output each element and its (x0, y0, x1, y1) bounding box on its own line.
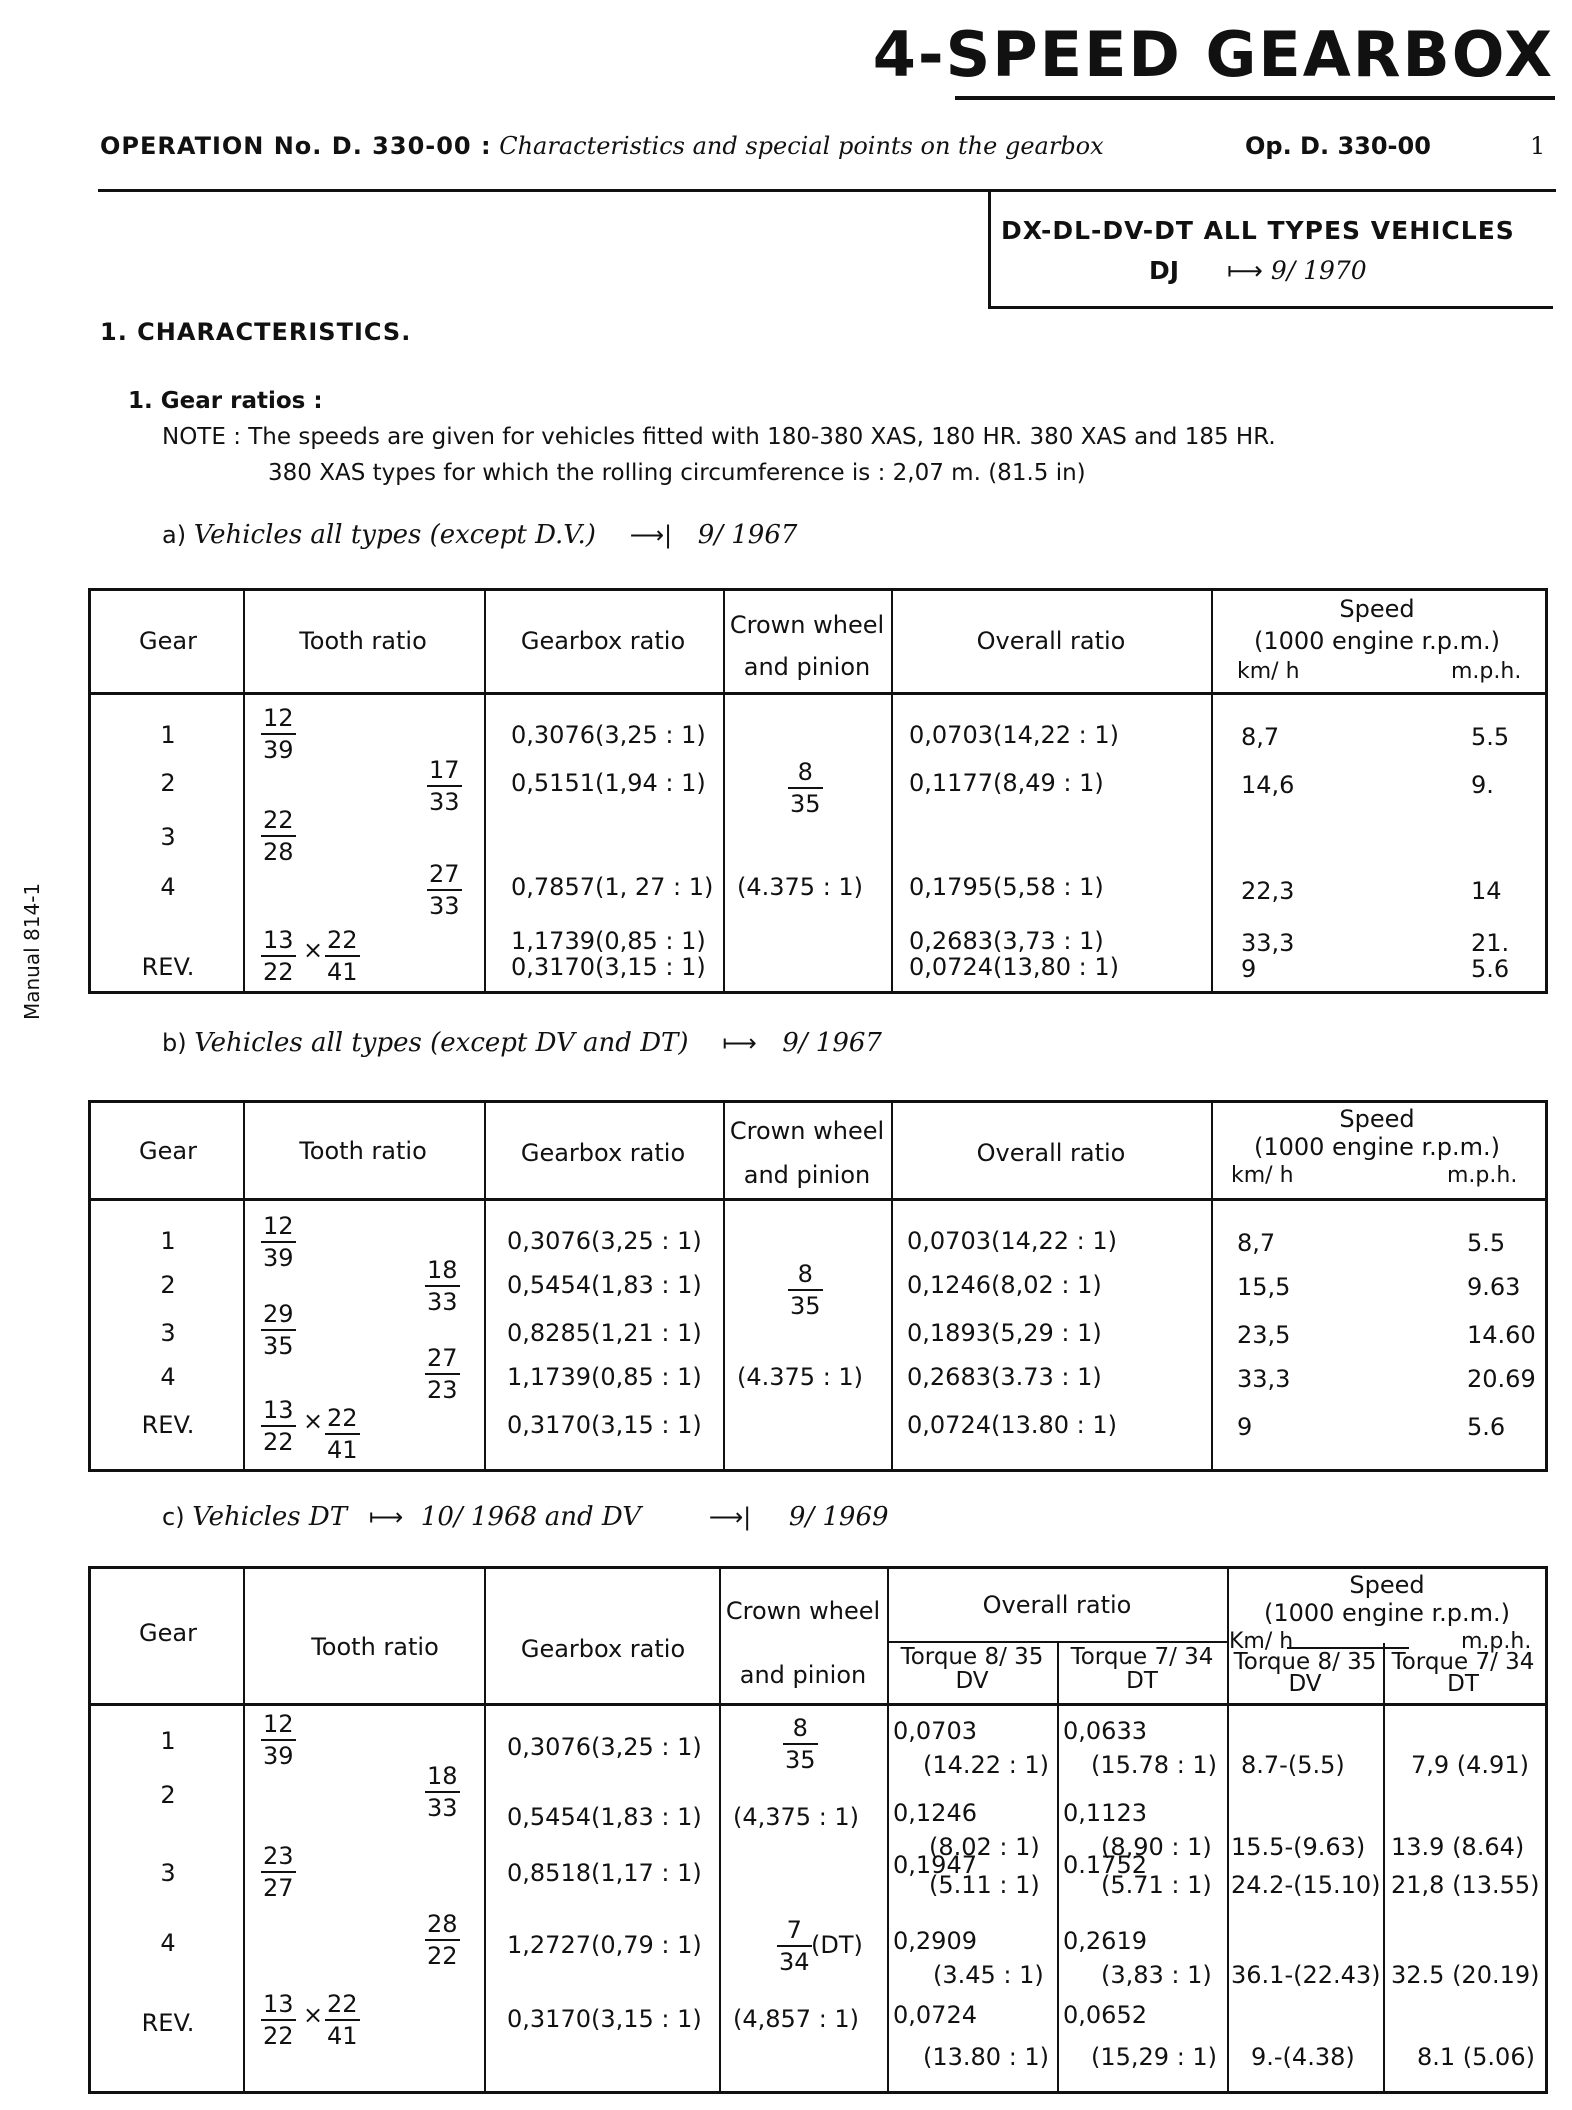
speed-mph: 5.6 (1467, 1413, 1506, 1441)
overall-ratio-dv-x: (14.22 : 1) (923, 1751, 1050, 1779)
crown-ratio-value: (4,375 : 1) (733, 1803, 860, 1831)
overall-ratio-dt-x: (15.78 : 1) (1091, 1751, 1218, 1779)
speed-kmh: 33,3 (1241, 929, 1295, 957)
table-c (88, 1566, 1548, 2094)
overall-ratio-dt-x: (5.71 : 1) (1101, 1871, 1212, 1899)
table-c-caption (162, 1502, 889, 1532)
operation-line (100, 132, 1104, 160)
gear-label: REV. (141, 953, 195, 981)
speed-mph: 5.5 (1467, 1229, 1506, 1257)
gearbox-ratio: 0,5151(1,94 : 1) (511, 769, 706, 797)
arrow-icon: ⟼ (1227, 256, 1263, 285)
gear-label: REV. (141, 2009, 195, 2037)
gearbox-ratio: 0,7857(1, 27 : 1) (511, 873, 714, 901)
caption-date: 9/ 1967 (782, 1028, 882, 1058)
header-speed: Speed (1339, 1105, 1415, 1133)
gear-label: 3 (160, 1319, 176, 1347)
speed-dt: 7,9 (4.91) (1411, 1751, 1529, 1779)
overall-ratio-dt: 0,1123 (1063, 1799, 1147, 1827)
table-b (88, 1100, 1548, 1472)
tooth-ratio: $\frac{12}{39}$ (263, 1212, 294, 1272)
page-title: 4-SPEED GEARBOX (872, 18, 1554, 91)
overall-ratio-dv-x: (8.02 : 1) (929, 1833, 1040, 1861)
speed-kmh: 8,7 (1237, 1229, 1276, 1257)
crown-wheel-ratio-dt: $\frac{7}{34}$ (779, 1916, 810, 1976)
tooth-ratio: $\frac{22}{41}$ (327, 1404, 358, 1464)
caption-date: 9/ 1967 (697, 520, 798, 550)
caption-text: Vehicles all types (except D.V.) (193, 520, 596, 550)
section-title: 1. CHARACTERISTICS. (100, 318, 412, 346)
header-overall-ratio: Overall ratio (976, 627, 1126, 655)
page-number: 1 (1530, 132, 1546, 160)
tooth-ratio: $\frac{23}{27}$ (263, 1842, 294, 1902)
speed-mph: 20.69 (1467, 1365, 1536, 1393)
speed-mph: 5.6 (1471, 955, 1510, 983)
header-gearbox-ratio: Gearbox ratio (520, 1139, 686, 1167)
gearbox-ratio: 0,3170(3,15 : 1) (507, 2005, 702, 2033)
overall-ratio-dv-x: (3.45 : 1) (933, 1961, 1044, 1989)
tooth-ratio: $\frac{22}{41}$ (327, 926, 358, 986)
speed-kmh: 8,7 (1241, 723, 1280, 751)
tooth-ratio: $\frac{22}{41}$ (327, 1990, 358, 2050)
header-kmh: Km/ h (1229, 1629, 1294, 1654)
overall-ratio: 0,1177(8,49 : 1) (909, 769, 1104, 797)
gearbox-ratio: 0,5454(1,83 : 1) (507, 1803, 702, 1831)
crown-ratio-value: (4.375 : 1) (737, 873, 864, 901)
crown-ratio-value: (4.375 : 1) (737, 1363, 864, 1391)
operation-code: Op. D. 330-00 (1245, 132, 1431, 160)
header-speed: Speed (1349, 1571, 1425, 1599)
overall-ratio: 0,2683(3,73 : 1) (909, 927, 1104, 955)
header-and-pinion: and pinion (739, 1661, 867, 1689)
speed-dv: 36.1-(22.43) (1231, 1961, 1381, 1989)
gear-label: 1 (160, 1227, 176, 1255)
header-kmh: km/ h (1231, 1163, 1294, 1188)
gearbox-ratio: 0,3170(3,15 : 1) (507, 1411, 702, 1439)
gearbox-ratio: 0,3076(3,25 : 1) (507, 1733, 702, 1761)
overall-ratio: 0,1893(5,29 : 1) (907, 1319, 1102, 1347)
crown-ratio-value: (4,857 : 1) (733, 2005, 860, 2033)
speed-mph: 9.63 (1467, 1273, 1521, 1301)
vehicle-dj: DJ (1149, 256, 1180, 285)
speed-dt: 21,8 (13.55) (1391, 1871, 1540, 1899)
header-rpm: (1000 engine r.p.m.) (1253, 627, 1501, 655)
note-line-2: 380 XAS types for which the rolling circumference is : 2,07 m. (81.5 in) (268, 460, 1086, 486)
overall-ratio-dv: 0,1246 (893, 1799, 977, 1827)
header-tooth-ratio: Tooth ratio (299, 1137, 427, 1165)
speed-kmh: 15,5 (1237, 1273, 1291, 1301)
header-mph: m.p.h. (1461, 1629, 1532, 1654)
overall-ratio-dt-x: (3,83 : 1) (1101, 1961, 1212, 1989)
caption-prefix: b) (162, 1029, 187, 1057)
overall-ratio-dt: 0,0652 (1063, 2001, 1147, 2029)
operation-description: Characteristics and special points on the gearbox (499, 132, 1104, 160)
vehicle-dj-line (1149, 256, 1367, 285)
header-torque-dt: Torque 7/ 34 DT (1070, 1644, 1214, 1694)
tooth-ratio: $\frac{22}{28}$ (263, 806, 294, 866)
crown-wheel-ratio: $\frac{8}{35}$ (785, 1714, 816, 1774)
speed-kmh: 14,6 (1241, 771, 1295, 799)
crown-dt-tag: (DT) (811, 1931, 863, 1959)
caption-and: and DV (544, 1502, 642, 1532)
overall-ratio: 0,1246(8,02 : 1) (907, 1271, 1102, 1299)
gear-label: 1 (160, 721, 176, 749)
overall-ratio-dv-x: (5.11 : 1) (929, 1871, 1040, 1899)
header-overall-ratio: Overall ratio (976, 1139, 1126, 1167)
header-overall-ratio: Overall ratio (982, 1591, 1132, 1619)
header-crown-wheel: Crown wheel (729, 1117, 885, 1145)
header-tooth-ratio: Tooth ratio (299, 627, 427, 655)
overall-ratio-dv-x: (13.80 : 1) (923, 2043, 1050, 2071)
header-crown-wheel: Crown wheel (725, 1597, 881, 1625)
speed-kmh: 23,5 (1237, 1321, 1291, 1349)
tooth-ratio: $\frac{13}{22}$ (263, 1990, 294, 2050)
header-and-pinion: and pinion (743, 653, 871, 681)
gear-label: 4 (160, 873, 176, 901)
overall-ratio-dt: 0,0633 (1063, 1717, 1147, 1745)
speed-kmh: 33,3 (1237, 1365, 1291, 1393)
tooth-ratio: $\frac{13}{22}$ (263, 926, 294, 986)
speed-mph: 21. (1471, 929, 1510, 957)
overall-ratio: 0,0703(14,22 : 1) (907, 1227, 1118, 1255)
overall-ratio-dv: 0,1947 (893, 1851, 977, 1879)
gearbox-ratio: 0,8285(1,21 : 1) (507, 1319, 702, 1347)
header-crown-wheel: Crown wheel (729, 611, 885, 639)
speed-mph: 14.60 (1467, 1321, 1536, 1349)
tooth-ratio: $\frac{29}{35}$ (263, 1300, 294, 1360)
gear-label: 2 (160, 1271, 176, 1299)
overall-ratio-dt-x: (15,29 : 1) (1091, 2043, 1218, 2071)
tooth-ratio: $\frac{18}{33}$ (427, 1256, 458, 1316)
speed-kmh: 9 (1237, 1413, 1253, 1441)
header-mph: m.p.h. (1447, 1163, 1518, 1188)
operation-label: OPERATION No. D. 330-00 : (100, 132, 492, 160)
caption-date: 10/ 1968 (420, 1502, 538, 1532)
gear-label: 2 (160, 1781, 176, 1809)
caption-text: Vehicles all types (except DV and DT) (194, 1028, 689, 1058)
header-gear: Gear (139, 1619, 197, 1647)
speed-dv: 8.7-(5.5) (1241, 1751, 1345, 1779)
gearbox-ratio: 1,1739(0,85 : 1) (507, 1363, 702, 1391)
speed-dt: 32.5 (20.19) (1391, 1961, 1540, 1989)
gearbox-ratio: 0,3170(3,15 : 1) (511, 953, 706, 981)
gearbox-ratio: 1,1739(0,85 : 1) (511, 927, 706, 955)
gearbox-ratio: 1,2727(0,79 : 1) (507, 1931, 702, 1959)
arrow-icon: ⟶| (629, 521, 673, 549)
gearbox-ratio: 0,3076(3,25 : 1) (507, 1227, 702, 1255)
caption-text: Vehicles DT (192, 1502, 348, 1532)
gear-label: 3 (160, 823, 176, 851)
tooth-ratio: $\frac{27}{33}$ (429, 860, 460, 920)
header-gear: Gear (139, 627, 197, 655)
tooth-ratio: $\frac{18}{33}$ (427, 1762, 458, 1822)
overall-ratio: 0,2683(3.73 : 1) (907, 1363, 1102, 1391)
speed-kmh: 9 (1241, 955, 1257, 983)
tooth-ratio: $\frac{28}{22}$ (427, 1910, 458, 1970)
header-torque-dv: Torque 8/ 35 DV (900, 1644, 1044, 1694)
arrow-icon: ⟼ (722, 1029, 757, 1057)
vehicle-applicability-box (988, 192, 1553, 309)
times-sign: × (303, 2001, 324, 2029)
vehicle-types: DX-DL-DV-DT ALL TYPES VEHICLES (1001, 216, 1515, 245)
header-rpm: (1000 engine r.p.m.) (1263, 1599, 1511, 1627)
tooth-ratio: $\frac{12}{39}$ (263, 704, 294, 764)
overall-ratio: 0,0724(13.80 : 1) (907, 1411, 1118, 1439)
overall-ratio-dt: 0.1752 (1063, 1851, 1147, 1879)
gearbox-ratio: 0,5454(1,83 : 1) (507, 1271, 702, 1299)
gear-label: 1 (160, 1727, 176, 1755)
note-line-1: NOTE : The speeds are given for vehicles fitted with 180-380 XAS, 180 HR. 380 XAS and 185 HR. (162, 424, 1276, 450)
crown-wheel-ratio: $\frac{8}{35}$ (790, 1260, 821, 1320)
crown-wheel-ratio: $\frac{8}{35}$ (790, 758, 821, 818)
speed-dv: 24.2-(15.10) (1231, 1871, 1381, 1899)
table-b-caption (162, 1028, 882, 1058)
tooth-ratio: $\frac{12}{39}$ (263, 1710, 294, 1770)
overall-ratio-dt-x: (8,90 : 1) (1101, 1833, 1212, 1861)
speed-mph: 9. (1471, 771, 1494, 799)
gear-label: 2 (160, 769, 176, 797)
caption-prefix: c) (162, 1503, 185, 1531)
speed-kmh: 22,3 (1241, 877, 1295, 905)
overall-ratio-dv: 0,0724 (893, 2001, 977, 2029)
gearbox-ratio: 0,8518(1,17 : 1) (507, 1859, 702, 1887)
speed-dv: 15.5-(9.63) (1231, 1833, 1366, 1861)
header-speed: Speed (1339, 595, 1415, 623)
vehicle-date: 9/ 1970 (1270, 256, 1367, 285)
speed-dt: 13.9 (8.64) (1391, 1833, 1525, 1861)
speed-mph: 14 (1471, 877, 1502, 905)
header-and-pinion: and pinion (743, 1161, 871, 1189)
gear-label: 3 (160, 1859, 176, 1887)
title-rule (955, 96, 1555, 100)
gear-label: 4 (160, 1929, 176, 1957)
table-a (88, 588, 1548, 994)
arrow-icon: ⟶| (708, 1503, 752, 1531)
times-sign: × (303, 1407, 324, 1435)
speed-dt: 8.1 (5.06) (1417, 2043, 1535, 2071)
overall-ratio: 0,1795(5,58 : 1) (909, 873, 1104, 901)
gear-label: 4 (160, 1363, 176, 1391)
overall-ratio-dt: 0,2619 (1063, 1927, 1147, 1955)
tooth-ratio: $\frac{17}{33}$ (429, 756, 460, 816)
gear-label: REV. (141, 1411, 195, 1439)
header-speed-torque-dt: Torque 7/ 34 DT (1391, 1649, 1535, 1697)
table-a-caption (162, 520, 797, 550)
manual-side-label: Manual 814-1 (20, 882, 44, 1020)
header-rpm: (1000 engine r.p.m.) (1253, 1133, 1501, 1161)
header-kmh: km/ h (1237, 659, 1300, 684)
overall-ratio-dv: 0,2909 (893, 1927, 977, 1955)
caption-prefix: a) (162, 521, 187, 549)
subsection-title: 1. Gear ratios : (128, 388, 323, 414)
times-sign: × (303, 936, 324, 964)
speed-dv: 9.-(4.38) (1251, 2043, 1355, 2071)
overall-ratio: 0,0724(13,80 : 1) (909, 953, 1120, 981)
header-gear: Gear (139, 1137, 197, 1165)
overall-ratio: 0,0703(14,22 : 1) (909, 721, 1120, 749)
header-mph: m.p.h. (1451, 659, 1522, 684)
caption-date: 9/ 1969 (788, 1502, 889, 1532)
arrow-icon: ⟼ (368, 1503, 404, 1531)
header-gearbox-ratio: Gearbox ratio (520, 627, 686, 655)
overall-ratio-dv: 0,0703 (893, 1717, 977, 1745)
gearbox-ratio: 0,3076(3,25 : 1) (511, 721, 706, 749)
speed-mph: 5.5 (1471, 723, 1510, 751)
tooth-ratio: $\frac{27}{23}$ (427, 1344, 458, 1404)
tooth-ratio: $\frac{13}{22}$ (263, 1396, 294, 1456)
header-gearbox-ratio: Gearbox ratio (520, 1635, 686, 1663)
header-speed-torque-dv: Torque 8/ 35 DV (1233, 1649, 1377, 1697)
header-tooth-ratio: Tooth ratio (311, 1633, 439, 1661)
